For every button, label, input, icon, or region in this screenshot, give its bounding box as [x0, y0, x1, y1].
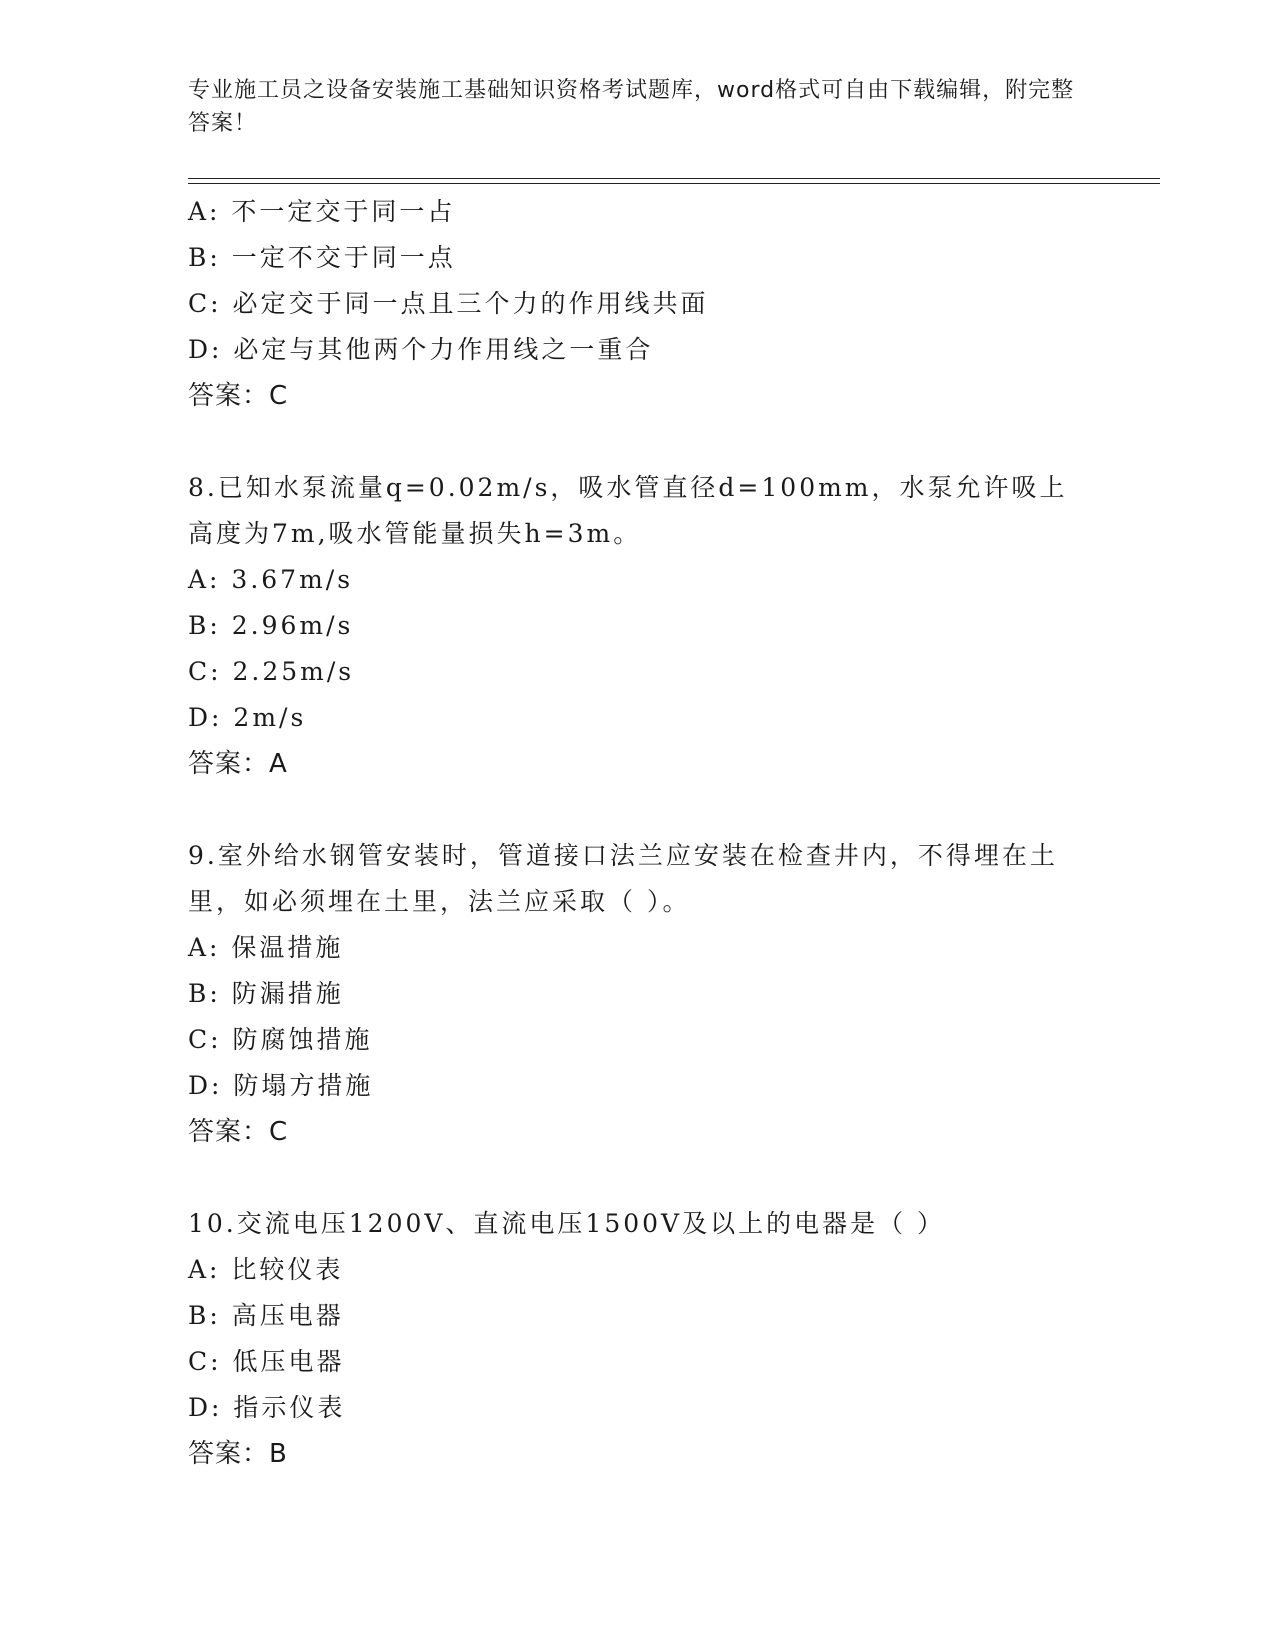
question-10: [188, 1201, 1088, 1477]
answer-label: 答案：: [188, 1117, 270, 1147]
option-c: C: 低压电器: [188, 1347, 345, 1376]
option-b: B: 高压电器: [188, 1301, 344, 1330]
answer-line: [188, 741, 1088, 787]
header-divider-top: [188, 178, 1160, 179]
option-d: D: 指示仪表: [188, 1393, 346, 1422]
document-header: 专业施工员之设备安装施工基础知识资格考试题库，word格式可自由下载编辑，附完整答案！: [188, 78, 1075, 136]
option-a: A: 3.67m/s: [188, 565, 354, 594]
option-a: A: 保温措施: [188, 933, 344, 962]
option-c: C: 2.25m/s: [188, 657, 355, 686]
answer-value: B: [269, 1439, 288, 1469]
answer-value: A: [269, 749, 288, 779]
option-d: D: 必定与其他两个力作用线之一重合: [188, 335, 654, 364]
option-a: A: 比较仪表: [188, 1255, 344, 1284]
question-8: [188, 465, 1088, 787]
answer-label: 答案：: [188, 381, 270, 411]
option-b: B: 防漏措施: [188, 979, 344, 1008]
answer-label: 答案：: [188, 1439, 270, 1469]
option-b: B: 一定不交于同一点: [188, 243, 456, 272]
option-d: D: 2m/s: [188, 703, 307, 732]
answer-label: 答案：: [188, 749, 270, 779]
answer-line: [188, 1109, 1088, 1155]
option-b: B: 2.96m/s: [188, 611, 354, 640]
question-9: [188, 833, 1088, 1155]
question-list: [188, 189, 1088, 1477]
question-text: 9.室外给水钢管安装时，管道接口法兰应安装在检查井内，不得埋在土里，如必须埋在土里，法兰应采取（ ）。: [188, 841, 1058, 916]
question-text: 10.交流电压1200V、直流电压1500V及以上的电器是（ ）: [188, 1209, 946, 1238]
option-c: C: 防腐蚀措施: [188, 1025, 373, 1054]
header-divider-bottom: [188, 183, 1160, 184]
option-d: D: 防塌方措施: [188, 1071, 374, 1100]
answer-line: [188, 373, 1088, 419]
answer-line: [188, 1431, 1088, 1477]
option-c: C: 必定交于同一点且三个力的作用线共面: [188, 289, 709, 318]
answer-value: C: [269, 1117, 289, 1147]
question-7-partial: [188, 189, 1088, 419]
answer-value: C: [269, 381, 289, 411]
question-text: 8.已知水泵流量q=0.02m/s，吸水管直径d=100mm，水泵允许吸上高度为7m,吸水管能量损失h=3m。: [188, 473, 1068, 548]
option-a: A: 不一定交于同一占: [188, 197, 456, 226]
